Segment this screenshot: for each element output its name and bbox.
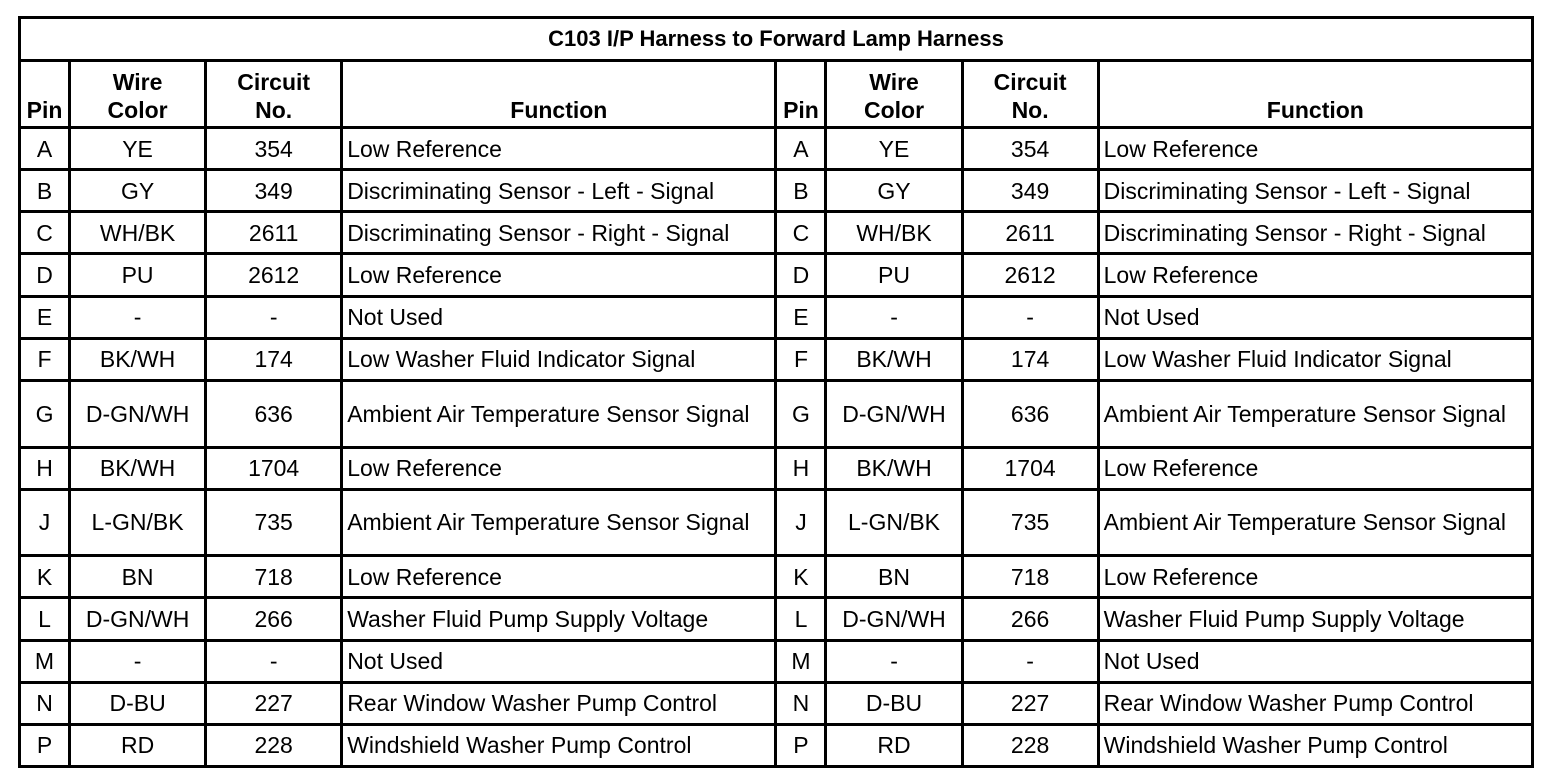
header-wire-color-right-line1: Wire	[869, 69, 919, 95]
right-pin-cell: G	[776, 380, 826, 447]
left-pin-cell: K	[20, 556, 70, 598]
header-circuit-right-line2: No.	[1011, 97, 1049, 123]
left-pin-cell: F	[20, 338, 70, 380]
table-row	[20, 724, 1533, 766]
right-pin-cell: P	[776, 724, 826, 766]
header-pin: Pin	[20, 61, 70, 128]
left-pin-cell: H	[20, 447, 70, 489]
table-row	[20, 338, 1533, 380]
right-pin-cell: E	[776, 296, 826, 338]
right-function-cell: Windshield Washer Pump Control	[1098, 724, 1532, 766]
right-pin-cell: K	[776, 556, 826, 598]
left-pin-cell: N	[20, 682, 70, 724]
right-circuit-cell: 227	[962, 682, 1098, 724]
left-pin-cell: P	[20, 724, 70, 766]
right-color-cell: PU	[826, 254, 962, 296]
header-circuit-right	[962, 61, 1098, 128]
right-color-cell: -	[826, 296, 962, 338]
table-row	[20, 380, 1533, 447]
header-wire-color-right	[826, 61, 962, 128]
header-wire-color-line1: Wire	[112, 69, 163, 95]
right-color-cell: BN	[826, 556, 962, 598]
left-function-cell: Rear Window Washer Pump Control	[342, 682, 776, 724]
left-function-cell: Low Washer Fluid Indicator Signal	[342, 338, 776, 380]
header-circuit	[206, 61, 342, 128]
right-function-cell: Ambient Air Temperature Sensor Signal	[1098, 489, 1532, 556]
left-color-cell: YE	[70, 128, 206, 170]
left-circuit-cell: -	[206, 296, 342, 338]
right-function-cell: Discriminating Sensor - Right - Signal	[1098, 212, 1532, 254]
right-color-cell: D-GN/WH	[826, 380, 962, 447]
table-row	[20, 640, 1533, 682]
left-pin-cell: M	[20, 640, 70, 682]
left-circuit-cell: 636	[206, 380, 342, 447]
right-circuit-cell: -	[962, 640, 1098, 682]
right-circuit-cell: 718	[962, 556, 1098, 598]
right-color-cell: L-GN/BK	[826, 489, 962, 556]
left-circuit-cell: -	[206, 640, 342, 682]
right-circuit-cell: 2611	[962, 212, 1098, 254]
left-pin-cell: A	[20, 128, 70, 170]
right-circuit-cell: 735	[962, 489, 1098, 556]
right-function-cell: Not Used	[1098, 296, 1532, 338]
right-color-cell: WH/BK	[826, 212, 962, 254]
left-circuit-cell: 174	[206, 338, 342, 380]
left-function-cell: Discriminating Sensor - Left - Signal	[342, 170, 776, 212]
right-function-cell: Ambient Air Temperature Sensor Signal	[1098, 380, 1532, 447]
left-circuit-cell: 227	[206, 682, 342, 724]
right-circuit-cell: 228	[962, 724, 1098, 766]
right-function-cell: Washer Fluid Pump Supply Voltage	[1098, 598, 1532, 640]
header-row	[20, 61, 1533, 128]
right-color-cell: BK/WH	[826, 447, 962, 489]
right-pin-cell: C	[776, 212, 826, 254]
right-circuit-cell: 354	[962, 128, 1098, 170]
left-circuit-cell: 349	[206, 170, 342, 212]
left-function-cell: Low Reference	[342, 254, 776, 296]
right-function-cell: Low Reference	[1098, 128, 1532, 170]
left-color-cell: BK/WH	[70, 447, 206, 489]
header-pin-right: Pin	[776, 61, 826, 128]
left-function-cell: Not Used	[342, 640, 776, 682]
right-pin-cell: M	[776, 640, 826, 682]
left-pin-cell: J	[20, 489, 70, 556]
left-circuit-cell: 2611	[206, 212, 342, 254]
table-row	[20, 682, 1533, 724]
table-row	[20, 556, 1533, 598]
right-circuit-cell: 636	[962, 380, 1098, 447]
table-title: C103 I/P Harness to Forward Lamp Harness	[20, 18, 1533, 61]
right-function-cell: Rear Window Washer Pump Control	[1098, 682, 1532, 724]
right-circuit-cell: 174	[962, 338, 1098, 380]
table-row	[20, 128, 1533, 170]
table-body	[20, 128, 1533, 767]
header-function-right: Function	[1098, 61, 1532, 128]
left-circuit-cell: 266	[206, 598, 342, 640]
left-function-cell: Low Reference	[342, 128, 776, 170]
left-circuit-cell: 2612	[206, 254, 342, 296]
left-pin-cell: C	[20, 212, 70, 254]
left-function-cell: Discriminating Sensor - Right - Signal	[342, 212, 776, 254]
table-row	[20, 489, 1533, 556]
header-circuit-line1: Circuit	[237, 69, 311, 95]
left-color-cell: -	[70, 296, 206, 338]
right-pin-cell: A	[776, 128, 826, 170]
left-function-cell: Windshield Washer Pump Control	[342, 724, 776, 766]
right-pin-cell: F	[776, 338, 826, 380]
header-function: Function	[342, 61, 776, 128]
right-pin-cell: N	[776, 682, 826, 724]
right-color-cell: YE	[826, 128, 962, 170]
left-function-cell: Washer Fluid Pump Supply Voltage	[342, 598, 776, 640]
right-color-cell: D-GN/WH	[826, 598, 962, 640]
right-pin-cell: J	[776, 489, 826, 556]
left-color-cell: PU	[70, 254, 206, 296]
right-function-cell: Low Reference	[1098, 447, 1532, 489]
right-pin-cell: B	[776, 170, 826, 212]
connector-table	[18, 16, 1534, 768]
left-function-cell: Not Used	[342, 296, 776, 338]
left-circuit-cell: 1704	[206, 447, 342, 489]
header-wire-color-line2: Color	[107, 97, 168, 123]
table-row	[20, 254, 1533, 296]
left-color-cell: L-GN/BK	[70, 489, 206, 556]
right-function-cell: Low Reference	[1098, 254, 1532, 296]
left-pin-cell: B	[20, 170, 70, 212]
right-color-cell: RD	[826, 724, 962, 766]
left-function-cell: Low Reference	[342, 556, 776, 598]
right-color-cell: BK/WH	[826, 338, 962, 380]
table-row	[20, 296, 1533, 338]
right-function-cell: Discriminating Sensor - Left - Signal	[1098, 170, 1532, 212]
left-color-cell: GY	[70, 170, 206, 212]
left-pin-cell: L	[20, 598, 70, 640]
right-circuit-cell: -	[962, 296, 1098, 338]
right-function-cell: Low Washer Fluid Indicator Signal	[1098, 338, 1532, 380]
left-circuit-cell: 354	[206, 128, 342, 170]
right-circuit-cell: 349	[962, 170, 1098, 212]
right-circuit-cell: 1704	[962, 447, 1098, 489]
left-circuit-cell: 735	[206, 489, 342, 556]
right-pin-cell: H	[776, 447, 826, 489]
table-row	[20, 447, 1533, 489]
right-pin-cell: L	[776, 598, 826, 640]
header-circuit-right-line1: Circuit	[993, 69, 1067, 95]
left-color-cell: WH/BK	[70, 212, 206, 254]
right-color-cell: -	[826, 640, 962, 682]
right-pin-cell: D	[776, 254, 826, 296]
left-function-cell: Ambient Air Temperature Sensor Signal	[342, 489, 776, 556]
left-color-cell: BN	[70, 556, 206, 598]
left-pin-cell: G	[20, 380, 70, 447]
right-color-cell: D-BU	[826, 682, 962, 724]
header-wire-color	[70, 61, 206, 128]
table-row	[20, 170, 1533, 212]
header-wire-color-right-line2: Color	[863, 97, 925, 123]
left-circuit-cell: 228	[206, 724, 342, 766]
left-color-cell: D-GN/WH	[70, 598, 206, 640]
left-function-cell: Low Reference	[342, 447, 776, 489]
left-color-cell: BK/WH	[70, 338, 206, 380]
right-circuit-cell: 266	[962, 598, 1098, 640]
table-row	[20, 598, 1533, 640]
left-color-cell: RD	[70, 724, 206, 766]
table-row	[20, 212, 1533, 254]
left-color-cell: D-GN/WH	[70, 380, 206, 447]
left-pin-cell: D	[20, 254, 70, 296]
right-circuit-cell: 2612	[962, 254, 1098, 296]
left-circuit-cell: 718	[206, 556, 342, 598]
right-color-cell: GY	[826, 170, 962, 212]
left-color-cell: D-BU	[70, 682, 206, 724]
left-color-cell: -	[70, 640, 206, 682]
right-function-cell: Low Reference	[1098, 556, 1532, 598]
left-function-cell: Ambient Air Temperature Sensor Signal	[342, 380, 776, 447]
left-pin-cell: E	[20, 296, 70, 338]
header-circuit-line2: No.	[255, 97, 293, 123]
right-function-cell: Not Used	[1098, 640, 1532, 682]
